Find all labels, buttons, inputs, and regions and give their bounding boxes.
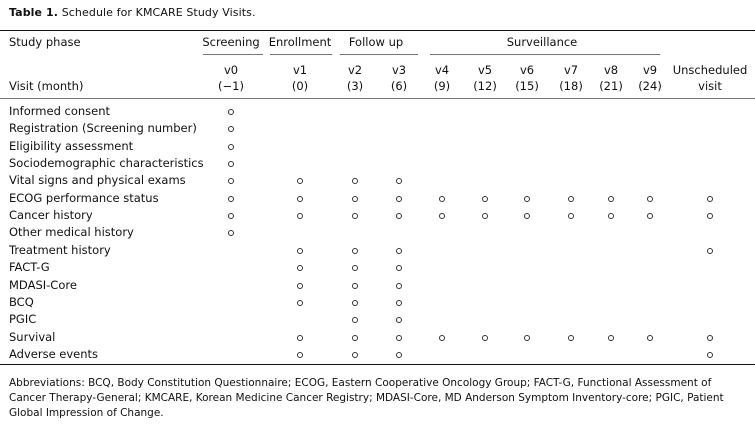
rule-surveillance [430,54,660,55]
col-month-5: (12) [473,79,497,93]
schedule-mark [396,335,402,341]
bottom-rule [0,364,755,365]
schedule-mark [228,196,234,202]
col-month-10: visit [698,79,722,93]
schedule-mark [647,196,653,202]
schedule-mark [439,196,445,202]
row-label: FACT-G [9,260,50,275]
col-month-9: (24) [638,79,662,93]
row-label: Informed consent [9,104,111,118]
rule-screening [203,54,263,55]
caption-label: Table 1. [9,6,59,19]
schedule-mark [352,178,358,184]
group-surveillance: Surveillance [506,35,578,49]
col-month-3: (6) [390,79,408,93]
schedule-mark [707,213,713,219]
schedule-mark [396,300,402,306]
schedule-mark [439,335,445,341]
schedule-mark [352,317,358,323]
schedule-mark [524,213,530,219]
schedule-mark [228,109,234,115]
schedule-mark [352,300,358,306]
schedule-mark [352,248,358,254]
schedule-mark [297,283,303,289]
col-visit-6: v6 [519,63,535,77]
col-month-2: (3) [346,79,364,93]
schedule-mark [707,352,713,358]
schedule-mark [352,352,358,358]
schedule-mark [482,196,488,202]
schedule-mark [396,196,402,202]
schedule-mark [568,196,574,202]
header-bottom-rule [0,98,755,99]
study-phase-header: Study phase [9,35,81,49]
group-follow-up: Follow up [348,35,404,49]
schedule-mark [297,248,303,254]
col-visit-9: v9 [642,63,658,77]
col-month-8: (21) [599,79,623,93]
schedule-mark [568,335,574,341]
schedule-mark [297,213,303,219]
row-label: BCQ [9,294,34,309]
schedule-mark [396,178,402,184]
schedule-mark [352,196,358,202]
col-month-1: (0) [291,79,309,93]
col-month-4: (9) [433,79,451,93]
row-label: Registration (Screening number) [9,121,197,136]
row-label: Eligibility assessment [9,138,134,153]
schedule-mark [228,144,234,150]
schedule-mark [352,335,358,341]
schedule-mark [608,213,614,219]
row-label: Cancer history [9,208,93,223]
schedule-mark [707,335,713,341]
schedule-mark [608,196,614,202]
top-rule [0,30,755,31]
schedule-mark [228,178,234,184]
visit-month-header: Visit (month) [9,79,84,93]
schedule-mark [647,213,653,219]
col-month-6: (15) [515,79,539,93]
schedule-mark [647,335,653,341]
schedule-mark [608,335,614,341]
footnote: Abbreviations: BCQ, Body Constitution Questionnaire; ECOG, Eastern Cooperative Oncology Group; FACT-G, Functional Assessment of Cancer Therapy-General; KMCARE, Korean Medicine Cancer Registry; MDASI-Core, MD Anderson Symptom Inventory-core; PGIC, Patient Global Impression of Change. [9,377,724,419]
schedule-mark [439,213,445,219]
schedule-mark [297,196,303,202]
schedule-mark [524,335,530,341]
row-label: ECOG performance status [9,190,159,205]
row-label: Other medical history [9,225,134,240]
group-enrollment: Enrollment [268,35,332,49]
col-visit-3: v3 [391,63,407,77]
row-label: Vital signs and physical exams [9,173,186,188]
schedule-mark [396,283,402,289]
caption-text: Schedule for KMCARE Study Visits. [61,6,256,19]
schedule-mark [396,213,402,219]
schedule-mark [568,213,574,219]
rule-enrollment [270,54,332,55]
schedule-mark [228,126,234,132]
col-visit-4: v4 [434,63,450,77]
schedule-mark [482,213,488,219]
col-visit-5: v5 [477,63,493,77]
schedule-mark [297,352,303,358]
col-month-7: (18) [559,79,583,93]
group-screening: Screening [202,35,260,49]
schedule-mark [396,248,402,254]
table-caption [9,6,256,19]
row-label: Treatment history [9,242,111,257]
col-visit-10: Unscheduled [672,63,748,77]
schedule-mark [352,213,358,219]
rule-follow-up [340,54,418,55]
schedule-mark [228,213,234,219]
schedule-mark [297,300,303,306]
schedule-mark [352,283,358,289]
col-visit-1: v1 [292,63,308,77]
schedule-mark [297,265,303,271]
schedule-mark [352,265,358,271]
schedule-mark [707,196,713,202]
col-visit-0: v0 [223,63,239,77]
row-label: PGIC [9,312,37,327]
schedule-mark [524,196,530,202]
row-label: Sociodemographic characteristics [9,156,204,171]
schedule-mark [396,352,402,358]
schedule-mark [396,317,402,323]
schedule-mark [228,161,234,167]
col-visit-2: v2 [347,63,363,77]
schedule-mark [297,178,303,184]
schedule-mark [707,248,713,254]
row-label: MDASI-Core [9,277,77,292]
schedule-mark [482,335,488,341]
col-visit-8: v8 [603,63,619,77]
schedule-mark [297,335,303,341]
col-month-0: (−1) [218,79,244,93]
row-label: Adverse events [9,346,99,361]
col-visit-7: v7 [563,63,579,77]
schedule-mark [396,265,402,271]
row-label: Survival [9,329,56,344]
schedule-mark [228,230,234,236]
